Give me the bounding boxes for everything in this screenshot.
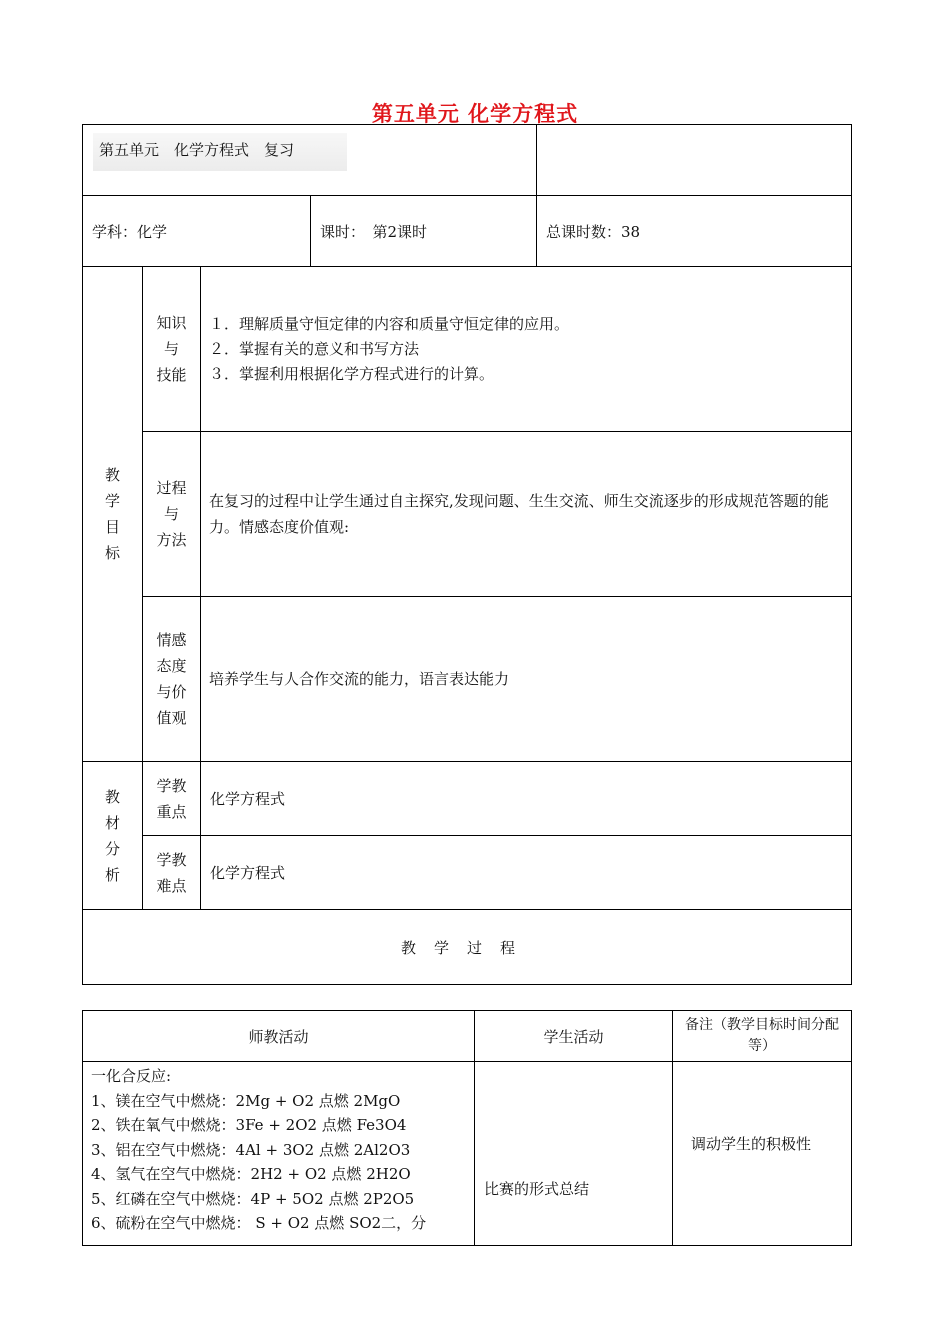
total-periods-cell: 总课时数：38 <box>537 196 852 267</box>
unit-cell <box>83 125 537 196</box>
teacher-activity-header: 师教活动 <box>83 1011 475 1062</box>
reaction-line: 3、铝在空气中燃烧：4Al + 3O2 点燃 2Al2O3 <box>91 1140 411 1159</box>
key-point-label: 学教 重点 <box>143 762 201 836</box>
goal-item: ３．掌握利用根据化学方程式进行的计算。 <box>209 365 495 383</box>
reaction-line: 6、硫粉在空气中燃烧： S + O2 点燃 SO2二，分 <box>91 1214 427 1232</box>
reaction-line: 1、镁在空气中燃烧：2Mg + O2 点燃 2MgO <box>91 1091 401 1110</box>
activity-table <box>82 1010 852 1246</box>
teacher-activity-cell <box>83 1062 475 1246</box>
reaction-line: 一化合反应: <box>91 1067 172 1085</box>
lesson-info-table <box>82 124 852 985</box>
unit-label: 第五单元 化学方程式 复习 <box>93 133 347 171</box>
difficulty-text: 化学方程式 <box>201 836 852 910</box>
process-method-text: 在复习的过程中让学生通过自主探究,发现问题、生生交流、师生交流逐步的形成规范答题的能力。情感态度价值观: <box>201 432 852 597</box>
knowledge-skills-label: 知识 与 技能 <box>143 267 201 432</box>
teaching-goals-label: 教 学 目 标 <box>83 267 143 762</box>
key-point-text: 化学方程式 <box>201 762 852 836</box>
emotion-values-label: 情感 态度 与价 值观 <box>143 597 201 762</box>
material-analysis-label: 教 材 分 析 <box>83 762 143 910</box>
blank-cell <box>537 125 852 196</box>
goal-item: １．理解质量守恒定律的内容和质量守恒定律的应用。 <box>209 315 570 333</box>
reaction-line: 2、铁在氧气中燃烧：3Fe + 2O2 点燃 Fe3O4 <box>91 1116 407 1134</box>
difficulty-label: 学教 难点 <box>143 836 201 910</box>
remark-header: 备注（教学目标时间分配等） <box>673 1011 852 1062</box>
student-activity-header: 学生活动 <box>475 1011 673 1062</box>
emotion-values-text: 培养学生与人合作交流的能力，语言表达能力 <box>201 597 852 762</box>
goal-item: ２．掌握有关的意义和书写方法 <box>209 340 420 358</box>
process-method-label: 过程 与 方法 <box>143 432 201 597</box>
remark-cell: 调动学生的积极性 <box>673 1062 852 1246</box>
reaction-line: 5、红磷在空气中燃烧：4P + 5O2 点燃 2P2O5 <box>91 1189 415 1208</box>
student-activity-cell: 比赛的形式总结 <box>475 1062 673 1246</box>
page-title: 第五单元 化学方程式 <box>371 101 579 126</box>
teaching-process-heading: 教学过程 <box>83 910 852 985</box>
reaction-line: 4、氢气在空气中燃烧：2H2 + O2 点燃 2H2O <box>91 1165 411 1183</box>
knowledge-skills-text <box>201 267 852 432</box>
subject-cell: 学科：化学 <box>83 196 311 267</box>
period-cell: 课时： 第2课时 <box>311 196 537 267</box>
